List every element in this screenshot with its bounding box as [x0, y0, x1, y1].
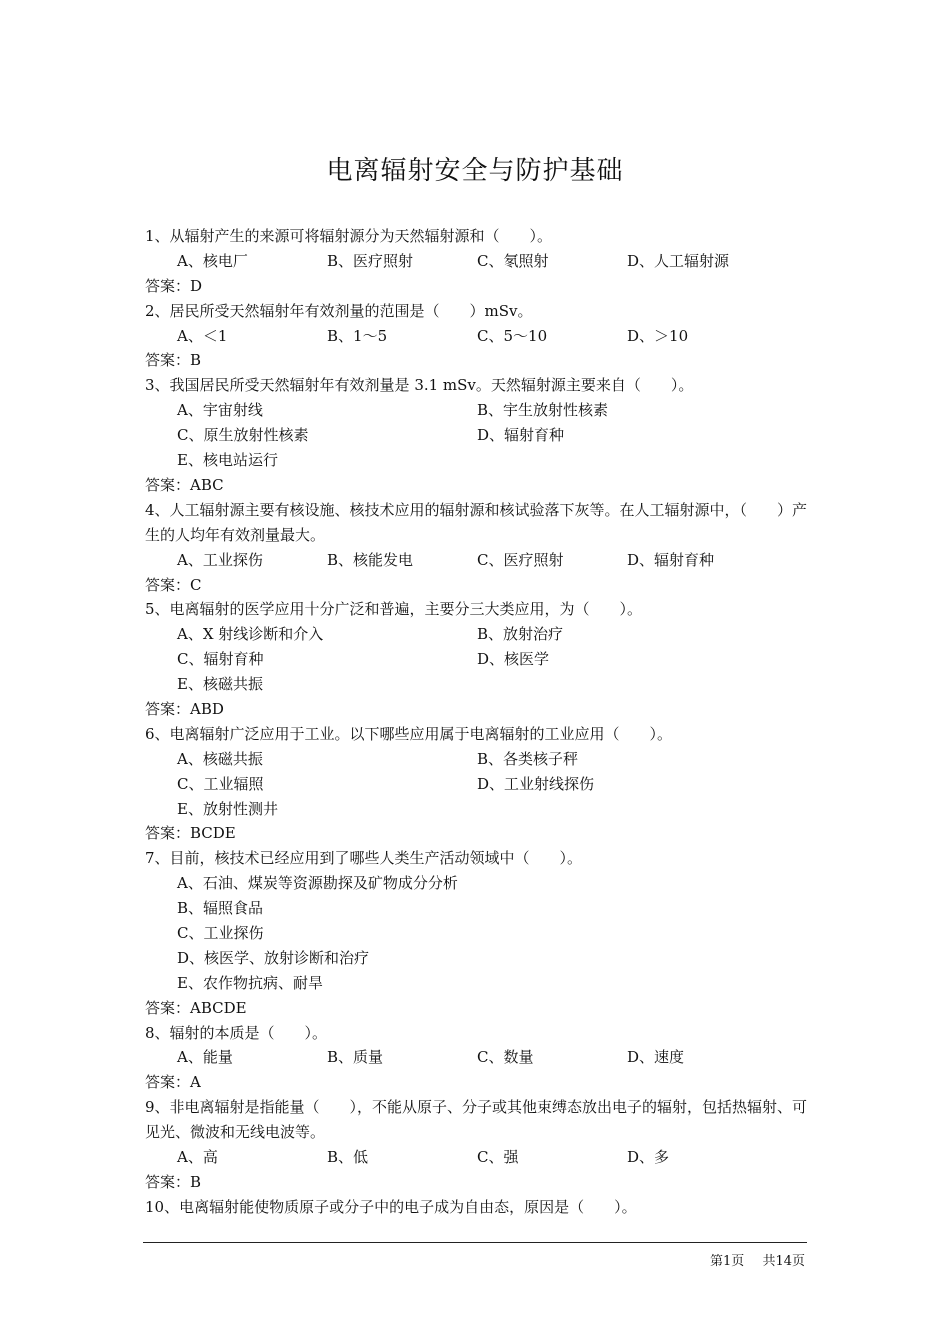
page-number: 第1页 [710, 1254, 745, 1269]
option: B、1～5 [327, 326, 388, 345]
option: C、工业辐照 [177, 774, 264, 793]
option: B、宇生放射性核素 [477, 401, 609, 420]
option: B、放射治疗 [477, 625, 564, 644]
option: D、辐射育种 [477, 426, 565, 445]
option: A、核磁共振 [177, 749, 263, 768]
answer-text: 答案：D [145, 276, 203, 295]
options-row [145, 249, 810, 274]
answer-text: 答案：ABCDE [145, 998, 247, 1017]
option: A、工业探伤 [177, 550, 263, 569]
option: A、石油、煤炭等资源勘探及矿物成分分析 [177, 874, 458, 893]
options-row [145, 747, 810, 772]
document-title: 电离辐射安全与防护基础 [326, 156, 624, 186]
option: B、低 [327, 1148, 369, 1167]
question-text: 7、目前，核技术已经应用到了哪些人类生产活动领域中（ ）。 [145, 849, 583, 868]
option: C、强 [477, 1148, 519, 1167]
option: B、质量 [327, 1048, 384, 1067]
option: E、农作物抗病、耐旱 [177, 973, 323, 992]
option: A、宇宙射线 [177, 401, 263, 420]
question-text: 3、我国居民所受天然辐射年有效剂量是 3.1 mSv。天然辐射源主要来自（ ）。 [145, 376, 694, 395]
option: D、人工辐射源 [627, 251, 730, 270]
option: E、核磁共振 [177, 675, 263, 694]
question-text: 4、人工辐射源主要有核设施、核技术应用的辐射源和核试验落下灰等。在人工辐射源中，（ ）产生的人均年有效剂量最大。 [145, 500, 808, 544]
question-text: 8、辐射的本质是（ ）。 [145, 1023, 328, 1042]
option: C、医疗照射 [477, 550, 564, 569]
options-row [145, 423, 810, 448]
option: C、数量 [477, 1048, 534, 1067]
option: A、＜1 [177, 326, 228, 345]
options-row [145, 1045, 810, 1070]
option: E、核电站运行 [177, 451, 278, 470]
answer-text: 答案：BCDE [145, 824, 236, 843]
option: D、核医学、放射诊断和治疗 [177, 948, 370, 967]
option: B、各类核子秤 [477, 749, 579, 768]
question-list [145, 224, 810, 1220]
answer-text: 答案：C [145, 575, 202, 594]
answer-text: 答案：A [145, 1073, 201, 1092]
option: C、5～10 [477, 326, 548, 345]
option: A、能量 [177, 1048, 233, 1067]
option: D、多 [627, 1148, 670, 1167]
question-text: 2、居民所受天然辐射年有效剂量的范围是（ ）mSv。 [145, 301, 533, 320]
answer-text: 答案：ABC [145, 475, 224, 494]
options-row [145, 324, 810, 349]
page-footer [696, 1250, 805, 1269]
options-row [145, 647, 810, 672]
option: D、速度 [627, 1048, 685, 1067]
option: A、X 射线诊断和介入 [177, 625, 324, 644]
footer-divider [143, 1242, 807, 1243]
option: B、辐照食品 [177, 899, 264, 918]
option: A、高 [177, 1148, 218, 1167]
option: D、＞10 [627, 326, 689, 345]
answer-text: 答案：ABD [145, 699, 224, 718]
option: C、辐射育种 [177, 650, 264, 669]
option: D、辐射育种 [627, 550, 715, 569]
option: E、放射性测井 [177, 799, 278, 818]
option: C、氡照射 [477, 251, 549, 270]
answer-text: 答案：B [145, 351, 202, 370]
question-text: 10、电离辐射能使物质原子或分子中的电子成为自由态，原因是（ ）。 [145, 1197, 637, 1216]
options-row [145, 622, 810, 647]
option: D、工业射线探伤 [477, 774, 595, 793]
options-row [145, 398, 810, 423]
option: B、核能发电 [327, 550, 414, 569]
options-row [145, 772, 810, 797]
option: C、工业探伤 [177, 923, 264, 942]
option: C、原生放射性核素 [177, 426, 309, 445]
question-text: 1、从辐射产生的来源可将辐射源分为天然辐射源和（ ）。 [145, 227, 553, 245]
question-text: 5、电离辐射的医学应用十分广泛和普遍，主要分三大类应用，为（ ）。 [145, 600, 643, 619]
question-text: 9、非电离辐射是指能量（ ），不能从原子、分子或其他束缚态放出电子的辐射，包括热辐射、可见光、微波和无线电波等。 [145, 1098, 808, 1142]
answer-text: 答案：B [145, 1172, 202, 1191]
question-text: 6、电离辐射广泛应用于工业。以下哪些应用属于电离辐射的工业应用（ ）。 [145, 724, 673, 743]
option: A、核电厂 [177, 251, 248, 270]
page-total: 共14页 [762, 1254, 805, 1269]
options-row [145, 548, 810, 573]
option: D、核医学 [477, 650, 550, 669]
options-row [145, 1145, 810, 1170]
option: B、医疗照射 [327, 251, 414, 270]
